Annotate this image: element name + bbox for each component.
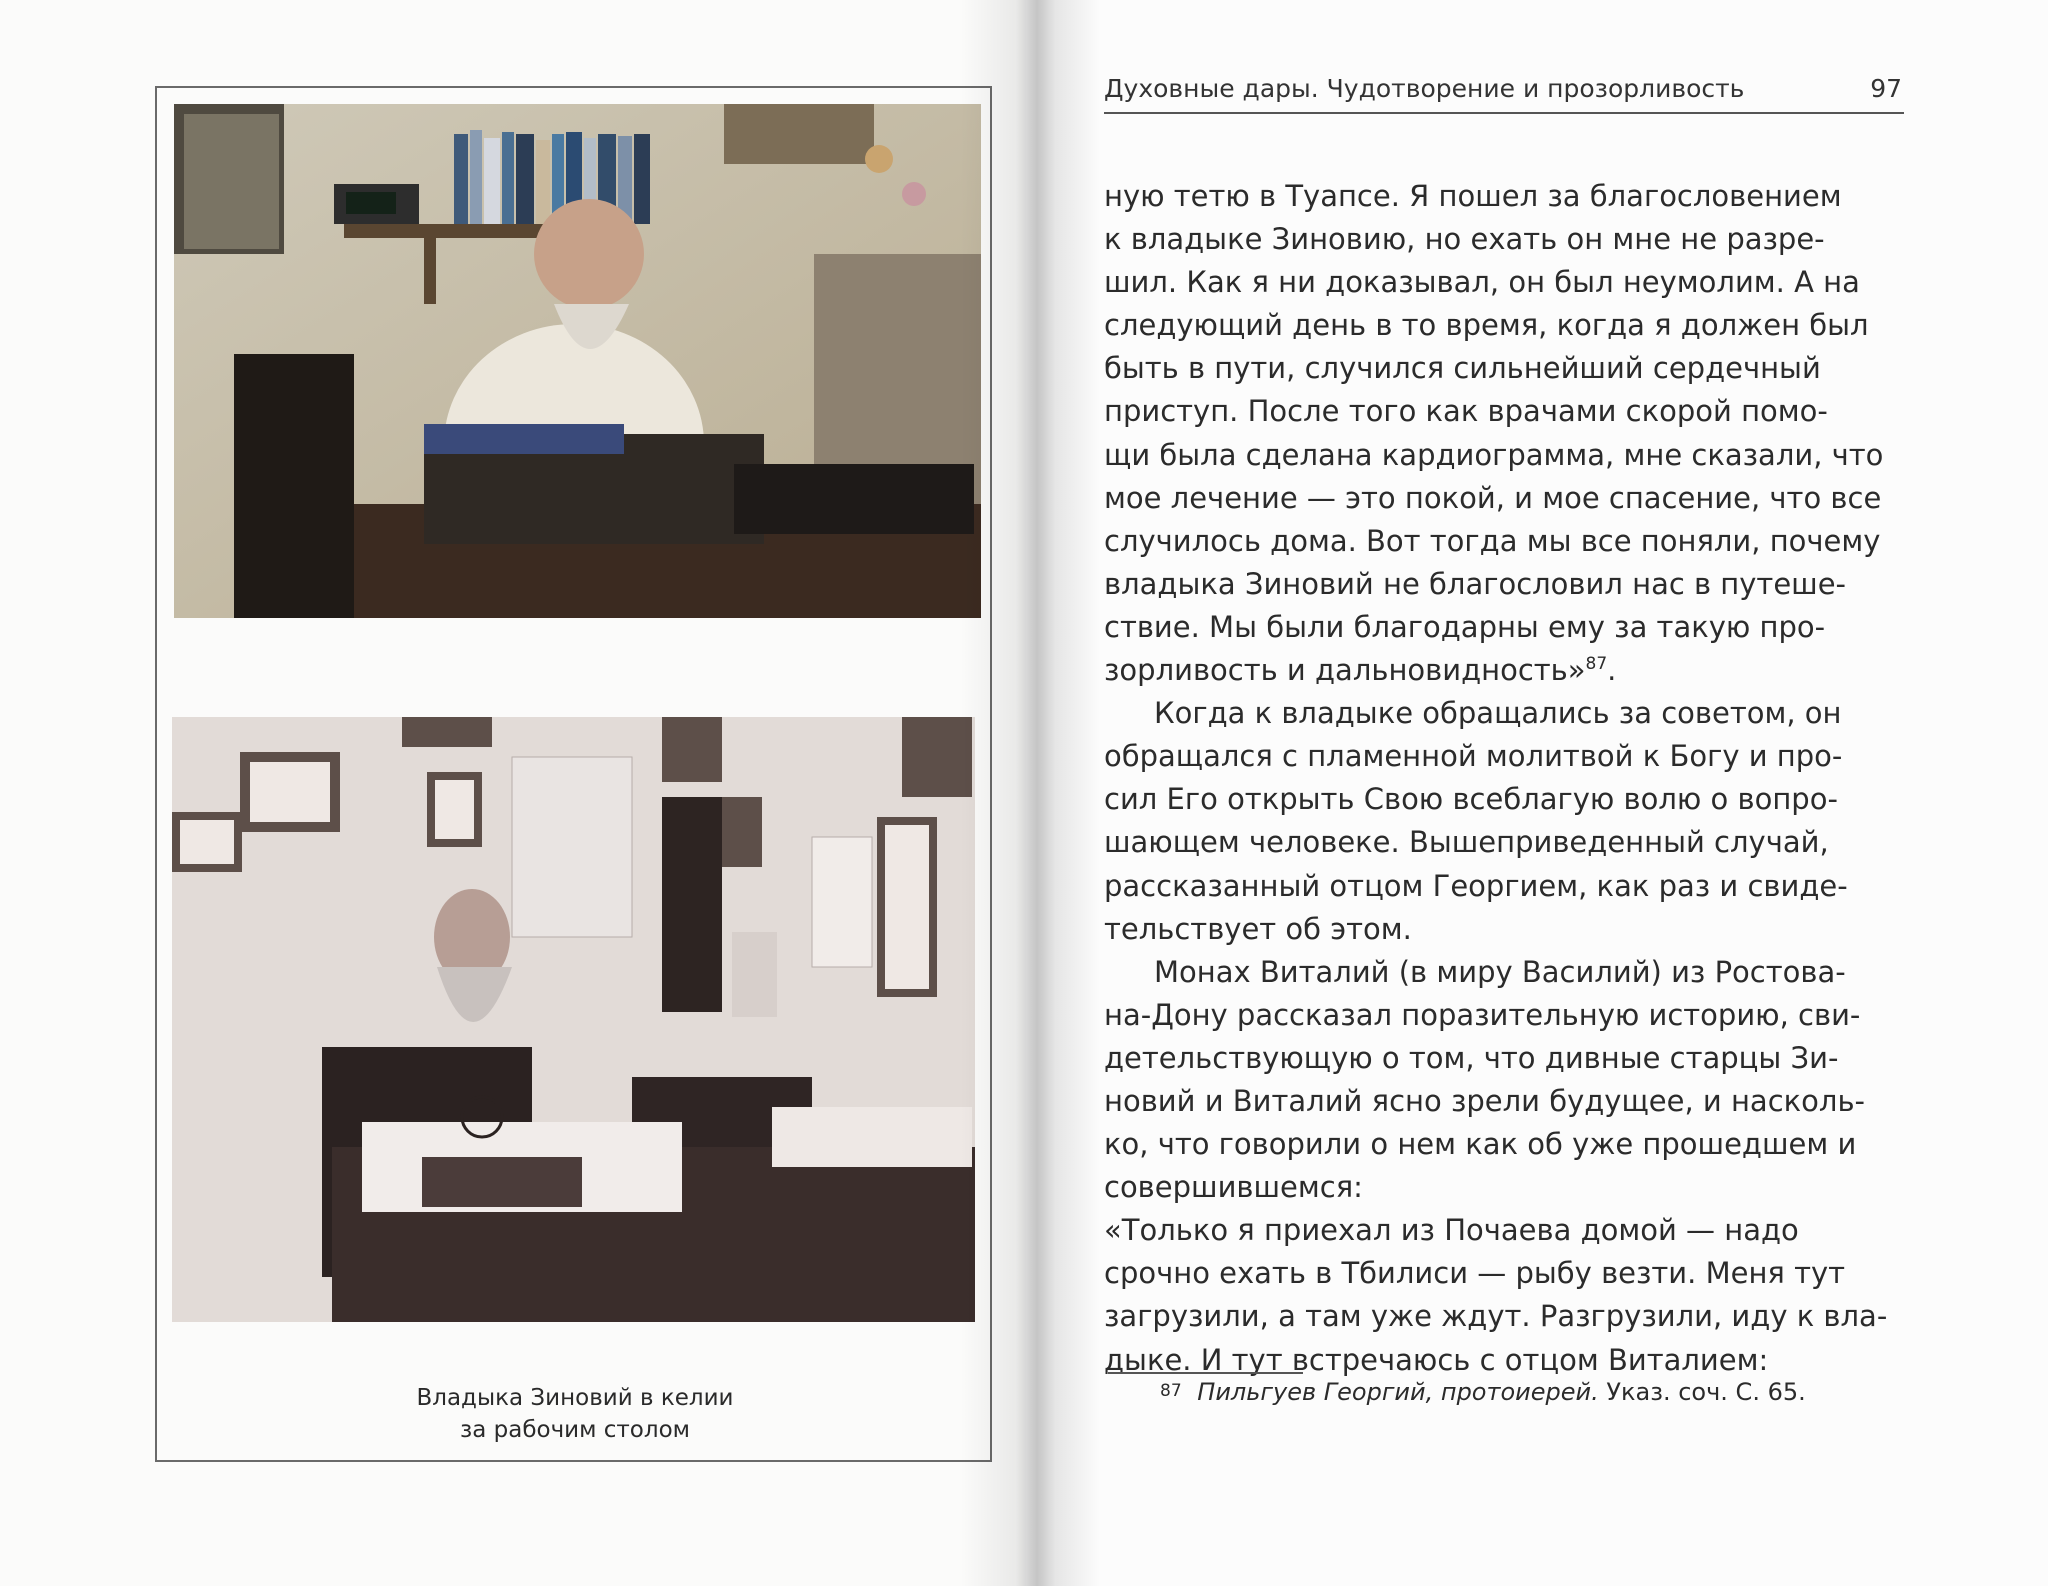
text-line: новий и Виталий ясно зрели будущее, и насколь-: [1104, 1083, 1865, 1118]
text-line: шающем человеке. Вышеприведенный случай,: [1104, 825, 1829, 860]
page-number: 97: [1870, 74, 1902, 103]
caption-line: Владыка Зиновий в келии: [416, 1385, 734, 1411]
text-line: тельствует об этом.: [1104, 911, 1412, 946]
text-line: зорливость и дальновидность»$^{87}$.: [1104, 653, 1617, 688]
text-line: на-Дону рассказал поразительную историю, сви-: [1104, 997, 1861, 1032]
text-line: дыке. И тут встречаюсь с отцом Виталием:: [1104, 1342, 1769, 1377]
text-line: обращался с пламенной молитвой к Богу и про-: [1104, 739, 1843, 774]
text-line: совершившемся:: [1104, 1170, 1363, 1205]
text-line: владыка Зиновий не благословил нас в путеше-: [1104, 566, 1847, 601]
footnote: [1160, 1378, 1806, 1406]
photo-bw-desk: [172, 717, 975, 1322]
footnote-divider: [1108, 1372, 1303, 1374]
footnote-number: 87: [1160, 1381, 1182, 1401]
running-header-title: Духовные дары. Чудотворение и прозорливость: [1104, 74, 1745, 103]
text-line: следующий день в то время, когда я должен был: [1104, 308, 1869, 343]
text-line: детельствующую о том, что дивные старцы Зи-: [1104, 1040, 1839, 1075]
text-line: быть в пути, случился сильнейший сердечный: [1104, 351, 1821, 386]
text-line: случилось дома. Вот тогда мы все поняли, почему: [1104, 523, 1881, 558]
text-line: ствие. Мы были благодарны ему за такую про-: [1104, 609, 1826, 644]
text-line: ко, что говорили о нем как об уже прошедшем и: [1104, 1127, 1857, 1162]
text-line: к владыке Зиновию, но ехать он мне не разре-: [1104, 222, 1825, 257]
text-line: «Только я приехал из Почаева домой — надо: [1104, 1213, 1799, 1248]
text-line: срочно ехать в Тбилиси — рыбу везти. Меня тут: [1104, 1256, 1846, 1291]
text-line: загрузили, а там уже ждут. Разгрузили, иду к вла-: [1104, 1299, 1888, 1334]
footnote-author: Пильгуев Георгий, протоиерей.: [1197, 1378, 1599, 1406]
text-line: рассказанный отцом Георгием, как раз и свиде-: [1104, 868, 1848, 903]
photo-caption: [300, 1382, 850, 1446]
body-text: [1104, 175, 1924, 1382]
text-line: мое лечение — это покой, и мое спасение, что все: [1104, 480, 1882, 515]
text-line: щи была сделана кардиограмма, мне сказали, что: [1104, 437, 1884, 472]
footnote-source: Указ. соч. С. 65.: [1606, 1378, 1806, 1406]
text-line: приступ. После того как врачами скорой помо-: [1104, 394, 1828, 429]
running-header: [1104, 74, 1904, 114]
text-line: Монах Виталий (в миру Василий) из Ростова-: [1154, 954, 1846, 989]
caption-line: за рабочим столом: [459, 1417, 691, 1443]
text-line-content: зорливость и дальновидность»: [1104, 653, 1586, 688]
text-line: сил Его открыть Свою всеблагую волю о вопро-: [1104, 782, 1838, 817]
text-line: шил. Как я ни доказывал, он был неумолим. А на: [1104, 265, 1860, 300]
photo-color-study: [174, 104, 981, 618]
text-line: ную тетю в Туапсе. Я пошел за благословением: [1104, 179, 1842, 213]
text-line: Когда к владыке обращались за советом, он: [1154, 696, 1842, 731]
footnote-reference[interactable]: 87: [1585, 654, 1608, 675]
